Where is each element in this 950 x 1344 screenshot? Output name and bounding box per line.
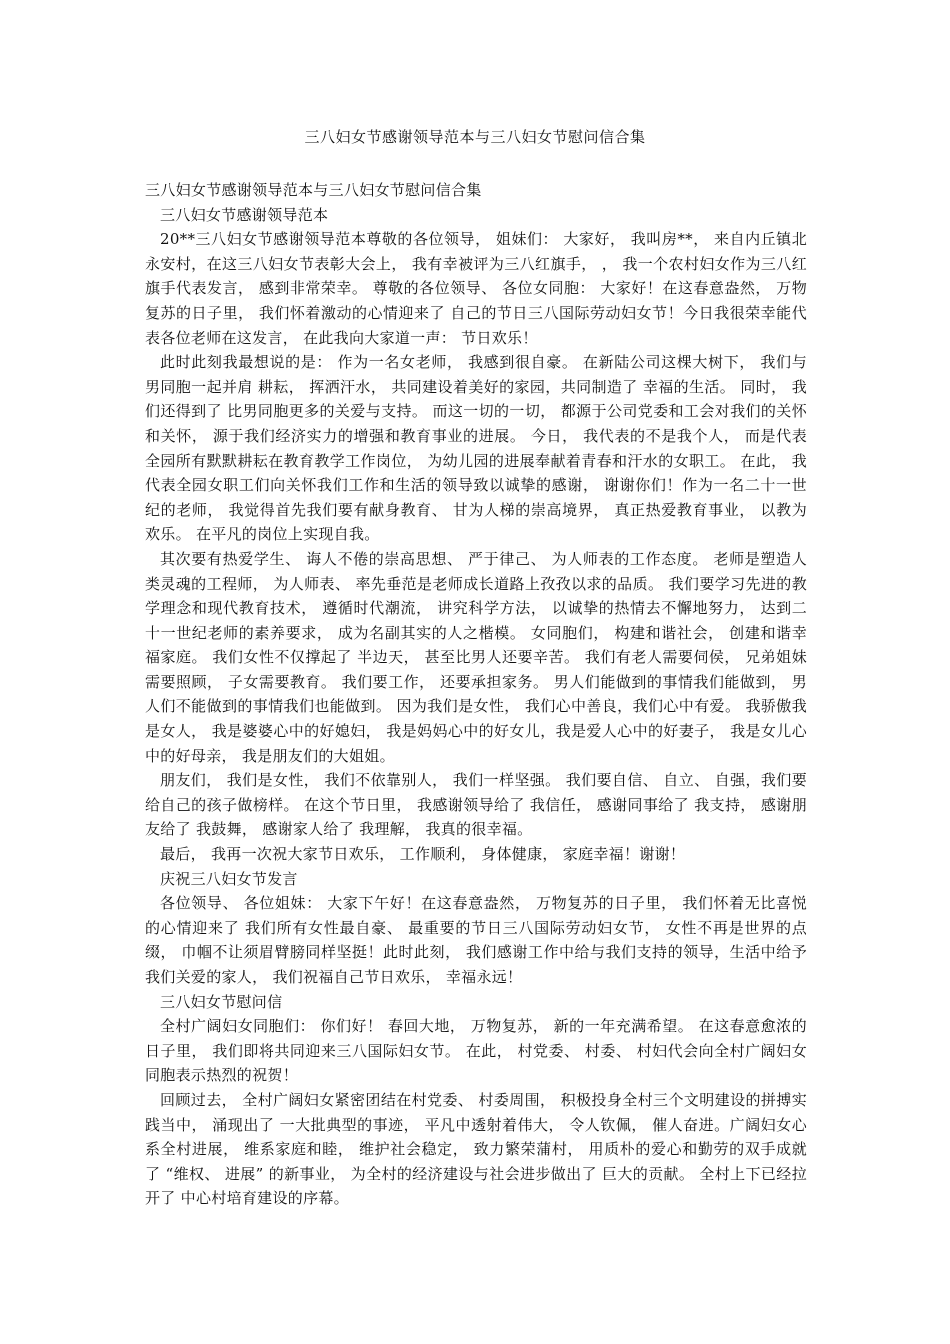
page-title: 三八妇女节感谢领导范本与三八妇女节慰问信合集	[304, 128, 646, 146]
document-main-heading: 三八妇女节感谢领导范本与三八妇女节慰问信合集	[145, 181, 482, 199]
document-body	[145, 178, 807, 1211]
paragraph: 最后， 我再一次祝大家节日欢乐， 工作顺利， 身体健康， 家庭幸福！谢谢！	[160, 845, 686, 864]
paragraph: 各位领导、 各位姐妹： 大家下午好！在这春意盎然， 万物复苏的日子里， 我们怀着无比喜悦的心情迎来了 我们所有女性最自豪、 最重要的节日三八国际劳动妇女节， 女性不再是世界的点缀， 巾帼不让须眉臂膀同样坚挺！此时此刻， 我们感谢工作中给与我们支持的领导，生活中给予我们关爱的家人， 我们祝福自己节日欢乐， 幸福永远！	[145, 894, 807, 986]
paragraph: 全村广阔妇女同胞们： 你们好！ 春回大地， 万物复苏， 新的一年充满希望。 在这春意愈浓的日子里， 我们即将共同迎来三八国际妇女节。 在此， 村党委、 村委、 村妇代会向全村广阔妇女同胞表示热烈的祝贺！	[145, 1017, 807, 1085]
paragraph: 朋友们， 我们是女性， 我们不依靠别人， 我们一样坚强。 我们要自信、 自立、 自强，我们要给自己的孩子做榜样。 在这个节日里， 我感谢领导给了 我信任， 感谢同事给了 我支持， 感谢朋友给了 我鼓舞， 感谢家人给了 我理解， 我真的很幸福。	[145, 771, 807, 839]
section-heading-celebration-speech: 庆祝三八妇女节发言	[160, 869, 298, 888]
section-heading-thanks-leaders: 三八妇女节感谢领导范本	[160, 205, 329, 224]
paragraph: 其次要有热爱学生、 诲人不倦的崇高思想、 严于律己、 为人师表的工作态度。 老师是塑造人类灵魂的工程师， 为人师表、 率先垂范是老师成长道路上孜孜以求的品质。 我们要学习先进的教学理念和现代教育技术， 遵循时代潮流， 讲究科学方法， 以诚挚的热情去不懈地努力， 达到二十一世纪老师的素养要求， 成为名副其实的人之楷模。 女同胞们， 构建和谐社会， 创建和谐幸福家庭。 我们女性不仅撑起了 半边天， 甚至比男人还要辛苦。 我们有老人需要伺侯， 兄弟姐妹需要照顾， 子女需要教育。 我们要工作， 还要承担家务。 男人们能做到的事情我们能做到， 男人们不能做到的事情我们也能做到。 因为我们是女性， 我们心中善良，我们心中有爱。 我骄傲我是女人， 我是婆婆心中的好媳妇， 我是妈妈心中的好女儿，我是爱人心中的好妻子， 我是女儿心中的好母亲， 我是朋友们的大姐姐。	[145, 549, 807, 765]
section-heading-condolence-letter: 三八妇女节慰问信	[160, 992, 283, 1011]
paragraph: 此时此刻我最想说的是： 作为一名女老师， 我感到很自豪。 在新陆公司这棵大树下， 我们与男同胞一起并肩 耕耘， 挥洒汗水， 共同建设着美好的家园，共同制造了 幸福的生活。 同时， 我们还得到了 比男同胞更多的关爱与支持。 而这一切的一切， 都源于公司党委和工会对我们的关怀和关怀， 源于我们经济实力的增强和教育事业的进展。 今日， 我代表的不是我个人， 而是代表全园所有默默耕耘在教育教学工作岗位， 为幼儿园的进展奉献着青春和汗水的女职工。 在此， 我代表全园女职工们向关怀我们工作和生活的领导致以诚挚的感谢， 谢谢你们！作为一名二十一世纪的老师， 我觉得首先我们要有献身教育、 甘为人梯的崇高境界， 真正热爱教育事业， 以教为欢乐。 在平凡的岗位上实现自我。	[145, 353, 807, 544]
paragraph: 回顾过去， 全村广阔妇女紧密团结在村党委、 村委周围， 积极投身全村三个文明建设的拼搏实践当中， 涌现出了 一大批典型的事迹， 平凡中透射着伟大， 令人钦佩， 催人奋进。广阔妇女心系全村进展， 维系家庭和睦， 维护社会稳定， 致力繁荣蒲村， 用质朴的爱心和勤劳的双手成就了 “维权、 进展” 的新事业， 为全村的经济建设与社会进步做出了 巨大的贡献。 全村上下已经拉开了 中心村培育建设的序幕。	[145, 1090, 807, 1208]
paragraph: 20**三八妇女节感谢领导范本尊敬的各位领导， 姐妹们： 大家好， 我叫房**， 来自内丘镇北永安村，在这三八妇女节表彰大会上， 我有幸被评为三八红旗手， ， 我一个农村妇女作为三八红旗手代表发言， 感到非常荣幸。 尊敬的各位领导、 各位女同胞： 大家好！在这春意盎然， 万物复苏的日子里， 我们怀着激动的心情迎来了 自己的节日三八国际劳动妇女节！今日我很荣幸能代表各位老师在这发言， 在此我向大家道一声： 节日欢乐！	[145, 230, 807, 347]
